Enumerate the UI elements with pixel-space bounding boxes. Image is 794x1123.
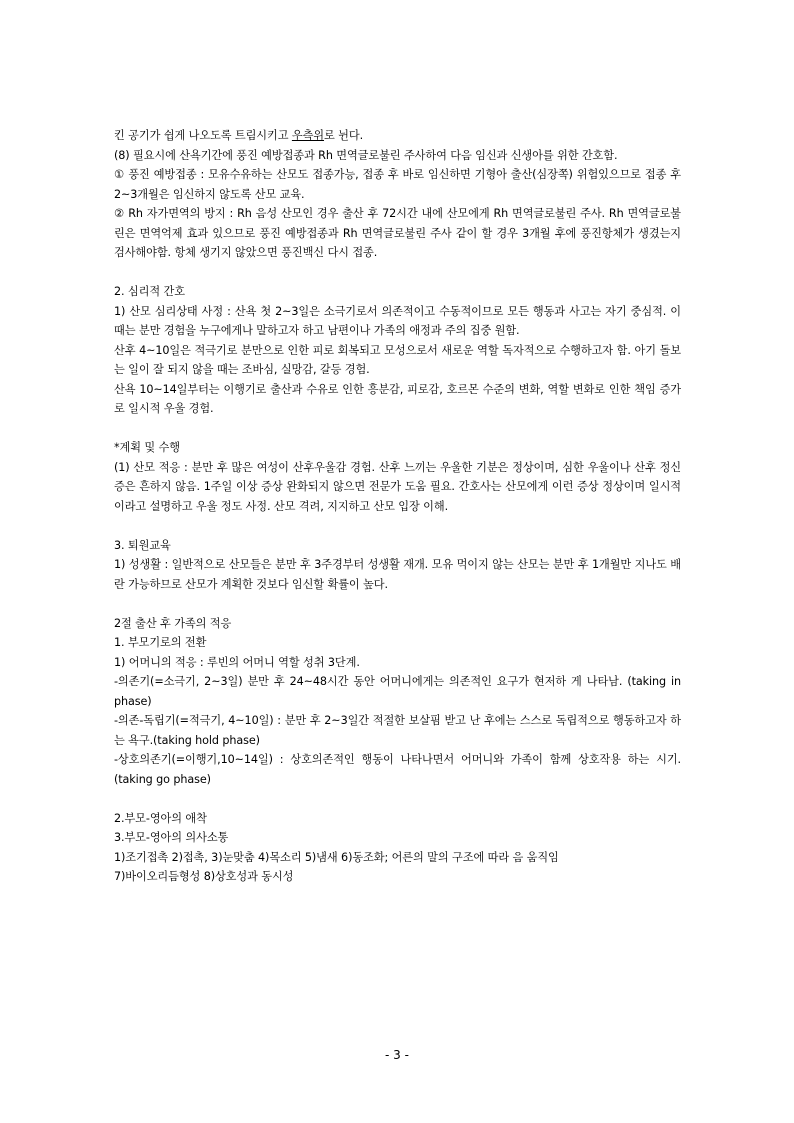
paragraph-psych-assessment: 1) 산모 심리상태 사정 : 산욕 첫 2~3일은 소극기로서 의존적이고 수동적이므로 모든 행동과 사고는 자기 중심적. 이때는 분만 경험을 누구에게나 말하고자 하고 남편이나 가족의 애정과 주의 집중 원함. (114, 304, 681, 337)
paragraph-maternal-adaptation: (1) 산모 적응 : 분만 후 많은 여성이 산후우울감 경험. 산후 느끼는 우울한 기분은 정상이며, 심한 우울이나 산후 정신증은 흔하지 않음. 1주일 이상 증상 완화되지 않으면 전문가 도움 필요. 간호사는 산모에게 이런 증상 정상이며 일시적이라고 설명하고 우울 정도 사정. 산모 격려, 지지하고 산모 입장 이해. (114, 460, 681, 513)
page-number: - 3 - (385, 1048, 409, 1062)
heading-communication: 3.부모-영아의 의사소통 (114, 831, 229, 844)
spacer (114, 419, 681, 439)
list-communication-2: 7)바이오리듬형성 8)상호성과 동시성 (114, 870, 294, 883)
spacer (114, 594, 681, 614)
paragraph-immunization: (8) 필요시에 산욕기간에 풍진 예방접종과 Rh 면역글로불린 주사하여 다음 임신과 신생아를 위한 간호함. (114, 148, 618, 162)
spacer (114, 263, 681, 283)
list-communication-1: 1)조기접촉 2)접촉, 3)눈맞춤 4)목소리 5)냄새 6)동조화; 어른의 말의 구조에 따라 음 움직임 (114, 850, 559, 864)
paragraph-sexual-activity: 1) 성생활 : 일반적으로 산모들은 분만 후 3주경부터 성생활 재개. 모유 먹이지 않는 산모는 분만 후 1개월만 지나도 배란 가능하므로 산모가 계획한 것보다 임신할 확률이 높다. (114, 558, 681, 591)
heading-attachment: 2.부모-영아의 애착 (114, 811, 207, 825)
underlined-text: 우측위 (291, 129, 325, 142)
text-run: 로 뉜다. (324, 129, 364, 142)
paragraph-rubella-vaccine: ① 풍진 예방접종 : 모유수유하는 산모도 접종가능, 접종 후 바로 임신하면 기형아 출산(심장쪽) 위험있으므로 접종 후 2~3개월은 임신하지 않도록 산모 교육. (114, 168, 681, 201)
paragraph-taking-go-phase: -상호의존기(=이행기,10~14일) : 상호의존적인 행동이 나타나면서 어머니와 가족이 함께 상호작용 하는 시기. (taking go phase) (114, 753, 681, 786)
paragraph-rh-prevention: ② Rh 자가면역의 방지 : Rh 음성 산모인 경우 출산 후 72시간 내에 산모에게 Rh 면역글로불린 주사. Rh 면역글로불린은 면역억제 효과 있으므로 풍진 예방접종과 Rh 면역글로불린 주사 같이 할 경우 3개월 후에 풍진항체가 생겼는지 검사해야함. 항체 생기지 않았으면 풍진백신 다시 접종. (114, 207, 681, 259)
document-page (114, 126, 681, 887)
heading-plan: *계획 및 수행 (114, 441, 180, 454)
heading-chapter-family: 2절 출산 후 가족의 적응 (114, 616, 232, 630)
paragraph-letting-go: 산욕 10~14일부터는 이행기로 출산과 수유로 인한 흥분감, 피로감, 호르몬 수준의 변화, 역할 변화로 인한 책임 증가로 일시적 우울 경험. (114, 382, 681, 415)
paragraph-rubin-stages: 1) 어머니의 적응 : 루빈의 어머니 역할 성취 3단계. (114, 655, 360, 669)
text-run: 킨 공기가 쉽게 나오도록 트림시키고 (114, 129, 292, 142)
spacer (114, 789, 681, 809)
paragraph-taking-in: -의존기(=소극기, 2~3일) 분만 후 24~48시간 동안 어머니에게는 의존적인 요구가 현저하 게 나타남. (taking in phase) (114, 675, 681, 708)
paragraph-taking-hold: 산후 4~10일은 적극기로 분만으로 인한 피로 회복되고 모성으로서 새로운 역할 독자적으로 수행하고자 함. 아기 돌보는 일이 잘 되지 않을 때는 조바심, 실망감, 갈등 경험. (114, 343, 681, 376)
heading-discharge-education: 3. 퇴원교육 (114, 538, 171, 552)
spacer (114, 516, 681, 536)
heading-psych-care: 2. 심리적 간호 (114, 285, 185, 298)
heading-parenthood-transition: 1. 부모기로의 전환 (114, 636, 207, 649)
paragraph-taking-hold-phase: -의존-독립기(=적극기, 4~10일) : 분만 후 2~3일간 적절한 보살핌 받고 난 후에는 스스로 독립적으로 행동하고자 하는 욕구.(taking hold phase) (114, 714, 681, 747)
paragraph-burping (114, 126, 681, 146)
